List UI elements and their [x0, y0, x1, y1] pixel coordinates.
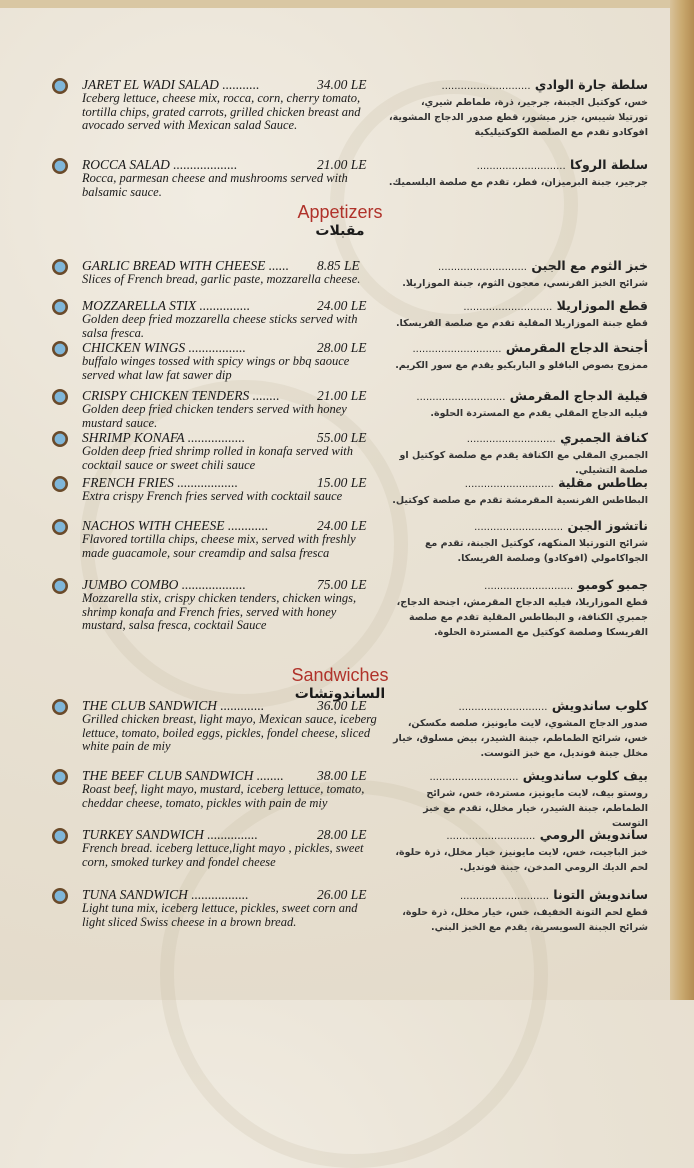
- leader-dots: ............................: [412, 344, 502, 355]
- item-description: Iceberg lettuce, cheese mix, rocca, corn, cherry tomato, tortilla chips, grated carrots, grilled chicken breast and avocado served with Mexican salad Sauce.: [82, 91, 361, 132]
- item-arabic: [388, 475, 648, 508]
- leader-dots: ...........: [218, 77, 260, 92]
- bullet-icon: [52, 888, 68, 904]
- leader-dots: ............................: [476, 161, 566, 172]
- item-name: THE CLUB SANDWICH .............: [82, 698, 265, 713]
- item-price: 24.00 LE: [317, 518, 367, 533]
- leader-dots: .................: [185, 340, 246, 355]
- section-heading: [240, 665, 440, 702]
- item-description-ar: قطع لحم التونة الخفيف، خس، خيار مخلل، ذرة حلوة، شرائح الجبنة السويسرية، يقدم مع الخبز البني.: [402, 907, 648, 933]
- section-heading-en: Sandwiches: [291, 665, 389, 685]
- item-description-ar: خبز الباجيت، خس، لايت مايونيز، خيار مخلل، ذرة حلوة، لحم الديك الرومي المدخن، جبنة فونديل.: [395, 847, 648, 873]
- bullet-icon: [52, 769, 68, 785]
- item-description-ar: روستو بيف، لايت مايونيز، مستردة، خس، شرائح الطماطم، جبنة الشيدر، خيار مخلل، تقدم مع خبز التوست: [423, 788, 648, 829]
- leader-dots: ............................: [466, 434, 556, 445]
- item-arabic: [388, 577, 648, 640]
- item-description: Extra crispy French fries served with cocktail sauce: [82, 489, 343, 503]
- leader-dots: ............................: [441, 81, 531, 92]
- bullet-icon: [52, 389, 68, 405]
- leader-dots: ............................: [458, 702, 548, 713]
- leader-dots: .................: [187, 887, 249, 902]
- item-price: 21.00 LE: [317, 388, 367, 403]
- item-price: 26.00 LE: [317, 887, 367, 902]
- item-price: 21.00 LE: [317, 157, 367, 172]
- item-arabic: [388, 518, 648, 566]
- item-name: NACHOS WITH CHEESE ............: [82, 518, 269, 533]
- item-description: Golden deep fried mozzarella cheese sticks served with salsa fresca.: [82, 312, 358, 340]
- leader-dots: ............................: [459, 891, 549, 902]
- item-name: SHRIMP KONAFA .................: [82, 430, 246, 445]
- section-heading-ar: الساندوتشات: [294, 686, 386, 702]
- leader-dots: ............................: [474, 522, 564, 533]
- item-price: 24.00 LE: [317, 298, 367, 313]
- item-description: Flavored tortilla chips, cheese mix, served with freshly made guacamole, sour creamdip and salsa fresca: [82, 532, 356, 560]
- item-name-ar: بيف كلوب ساندويش ............................: [429, 768, 648, 783]
- item-price: 28.00 LE: [317, 827, 367, 842]
- item-name: TUNA SANDWICH .................: [82, 887, 249, 902]
- item-description: Roast beef, light mayo, mustard, iceberg lettuce, tomato, cheddar cheese, tomato, pickles with pain de miy: [82, 782, 365, 810]
- item-price: 28.00 LE: [317, 340, 367, 355]
- item-name: TURKEY SANDWICH ...............: [82, 827, 258, 842]
- item-description-ar: قطع جبنة الموزاريلا المقلية تقدم مع صلصة الفريسكا.: [395, 318, 648, 329]
- item-name-ar: ساندويش الرومي ............................: [446, 827, 648, 842]
- bullet-icon: [52, 699, 68, 715]
- leader-dots: ...................: [178, 577, 246, 592]
- item-name: THE BEEF CLUB SANDWICH ........: [82, 768, 284, 783]
- item-description: French bread. iceberg lettuce,light mayo , pickles, sweet corn, smoked turkey and fondel cheese: [82, 841, 364, 869]
- item-arabic: [388, 77, 648, 140]
- bullet-icon: [52, 578, 68, 594]
- item-name: CRISPY CHICKEN TENDERS ........: [82, 388, 280, 403]
- item-description: Light tuna mix, iceberg lettuce, pickles, sweet corn and light sliced Swiss cheese in a brown bread.: [82, 901, 358, 929]
- item-price: 34.00 LE: [317, 77, 367, 92]
- top-border: [0, 0, 694, 8]
- item-description: buffalo winges tossed with spicy wings or bbq saouce served what law fat sawer dip: [82, 354, 350, 382]
- section-heading: [240, 202, 440, 239]
- leader-dots: ......: [265, 258, 289, 273]
- item-name: JUMBO COMBO ...................: [82, 577, 246, 592]
- leader-dots: ........: [249, 388, 280, 403]
- item-price: 15.00 LE: [317, 475, 367, 490]
- item-description-ar: البطاطس الفرنسية المقرمشة تقدم مع صلصة كوكتيل.: [392, 495, 648, 506]
- item-arabic: [388, 298, 648, 331]
- item-description-ar: شرائح الخبز الفرنسي، معجون الثوم، جبنة الموزاريلا.: [402, 278, 648, 289]
- leader-dots: ............................: [416, 392, 506, 403]
- leader-dots: ...................: [169, 157, 238, 172]
- leader-dots: ............................: [437, 262, 527, 273]
- item-description: Grilled chicken breast, light mayo, Mexican sauce, iceberg lettuce, tomato, boiled eggs, pickles, fondel cheese, sliced white pain de miy: [82, 712, 377, 753]
- leader-dots: ............: [224, 518, 269, 533]
- item-name-ar: قطع الموزاريلا ............................: [463, 298, 648, 313]
- leader-dots: .............: [217, 698, 265, 713]
- decorative-border: [670, 0, 694, 1000]
- item-arabic: [388, 698, 648, 761]
- leader-dots: ...............: [196, 298, 251, 313]
- bullet-icon: [52, 476, 68, 492]
- item-description: Rocca, parmesan cheese and mushrooms served with balsamic sauce.: [82, 171, 348, 199]
- bullet-icon: [52, 828, 68, 844]
- item-name-ar: ساندويش التونا ............................: [459, 887, 648, 902]
- item-description-ar: جرجير، جبنة البرميزان، فطر، تقدم مع صلصة البلسميك.: [388, 177, 648, 188]
- bullet-icon: [52, 299, 68, 315]
- item-name: FRENCH FRIES ..................: [82, 475, 238, 490]
- item-description-ar: قطع الموزاريلا، فيليه الدجاج المقرمش، اجنحة الدجاج، جمبري الكنافة، و البطاطس المقلية تقدم مع صلصة الفريسكا وصلصة كوكتيل مع المستردة الحلوة.: [396, 597, 648, 638]
- item-description: Slices of French bread, garlic paste, mozzarella cheese.: [82, 272, 361, 286]
- bullet-icon: [52, 519, 68, 535]
- leader-dots: ........: [253, 768, 284, 783]
- item-name-ar: بطاطس مقلية ............................: [464, 475, 648, 490]
- leader-dots: ...............: [203, 827, 258, 842]
- leader-dots: ............................: [429, 772, 519, 783]
- item-arabic: [388, 258, 648, 291]
- item-name-ar: ناتشوز الجبن ............................: [474, 518, 648, 533]
- item-name-ar: كلوب ساندويش ............................: [458, 698, 648, 713]
- item-arabic: [388, 157, 648, 190]
- section-heading-ar: مقبلات: [315, 223, 365, 239]
- item-price: 38.00 LE: [317, 768, 367, 783]
- item-name: CHICKEN WINGS .................: [82, 340, 246, 355]
- item-description: Golden deep fried shrimp rolled in konafa served with cocktail sauce or sweet chili sauce: [82, 444, 354, 472]
- item-name-ar: سلطة الروكا ............................: [476, 157, 648, 172]
- item-name-ar: خبز الثوم مع الجبن ............................: [437, 258, 648, 273]
- leader-dots: ............................: [464, 479, 554, 490]
- item-description-ar: خس، كوكتيل الجبنة، جرجير، ذرة، طماطم شيري، تورتيلا شيبس، جزر ميشور، قطع صدور الدجاج المشوية، افوكادو تقدم مع الصلصة الكوكتيليكية: [389, 97, 648, 138]
- bullet-icon: [52, 158, 68, 174]
- item-description-ar: الجمبري المقلي مع الكنافة يقدم مع صلصة كوكتيل او صلصة التشيلي.: [399, 450, 648, 476]
- item-arabic: [388, 887, 648, 935]
- section-heading-en: Appetizers: [297, 202, 383, 222]
- item-arabic: [388, 340, 648, 373]
- leader-dots: ............................: [463, 302, 553, 313]
- leader-dots: ............................: [446, 831, 536, 842]
- bullet-icon: [52, 341, 68, 357]
- item-arabic: [388, 827, 648, 875]
- item-name-ar: سلطة جارة الوادي ............................: [441, 77, 648, 92]
- item-arabic: [388, 388, 648, 421]
- leader-dots: ............................: [484, 581, 574, 592]
- item-name: GARLIC BREAD WITH CHEESE ......: [82, 258, 289, 273]
- item-name-ar: أجنحة الدجاج المقرمش ............................: [412, 340, 648, 355]
- item-name-ar: جمبو كومبو ............................: [484, 577, 648, 592]
- bullet-icon: [52, 78, 68, 94]
- item-description: Mozzarella stix, crispy chicken tenders, chicken wings, shrimp konafa and French fries, served with honey mustard, salsa fresca, cocktail Sauce: [82, 591, 357, 632]
- item-description-ar: صدور الدجاج المشوي، لايت مايونيز، صلصه مكسكن، خس، شرائح الطماطم، جبنة الشيدر، بيض مسلوق، خيار مخلل جبنة فونديل، مع خبز التوست.: [393, 718, 648, 759]
- leader-dots: .................: [184, 430, 246, 445]
- item-arabic: [388, 430, 648, 478]
- bullet-icon: [52, 259, 68, 275]
- item-price: 75.00 LE: [317, 577, 367, 592]
- item-price: 55.00 LE: [317, 430, 367, 445]
- leader-dots: ..................: [173, 475, 238, 490]
- item-description-ar: شرائح التورتيلا المنكهه، كوكتيل الجبنة، تقدم مع الجواكامولي (افوكادو) وصلصة الفريسكا.: [424, 538, 648, 564]
- item-name-ar: فيلية الدجاج المقرمش ............................: [416, 388, 648, 403]
- item-price: 36.00 LE: [317, 698, 367, 713]
- item-description-ar: ممزوج بصوص البافلو و الباربكيو يقدم مع سور الكريم.: [395, 360, 648, 371]
- item-description: Golden deep fried chicken tenders served with honey mustard sauce.: [82, 402, 347, 430]
- bullet-icon: [52, 431, 68, 447]
- item-price: 8.85 LE: [317, 258, 360, 273]
- item-name: ROCCA SALAD ...................: [82, 157, 238, 172]
- item-name: MOZZARELLA STIX ...............: [82, 298, 251, 313]
- item-name: JARET EL WADI SALAD ...........: [82, 77, 260, 92]
- item-arabic: [388, 768, 648, 831]
- item-name-ar: كنافة الجمبري ............................: [466, 430, 648, 445]
- item-description-ar: فيليه الدجاج المقلي يقدم مع المستردة الحلوة.: [430, 408, 648, 419]
